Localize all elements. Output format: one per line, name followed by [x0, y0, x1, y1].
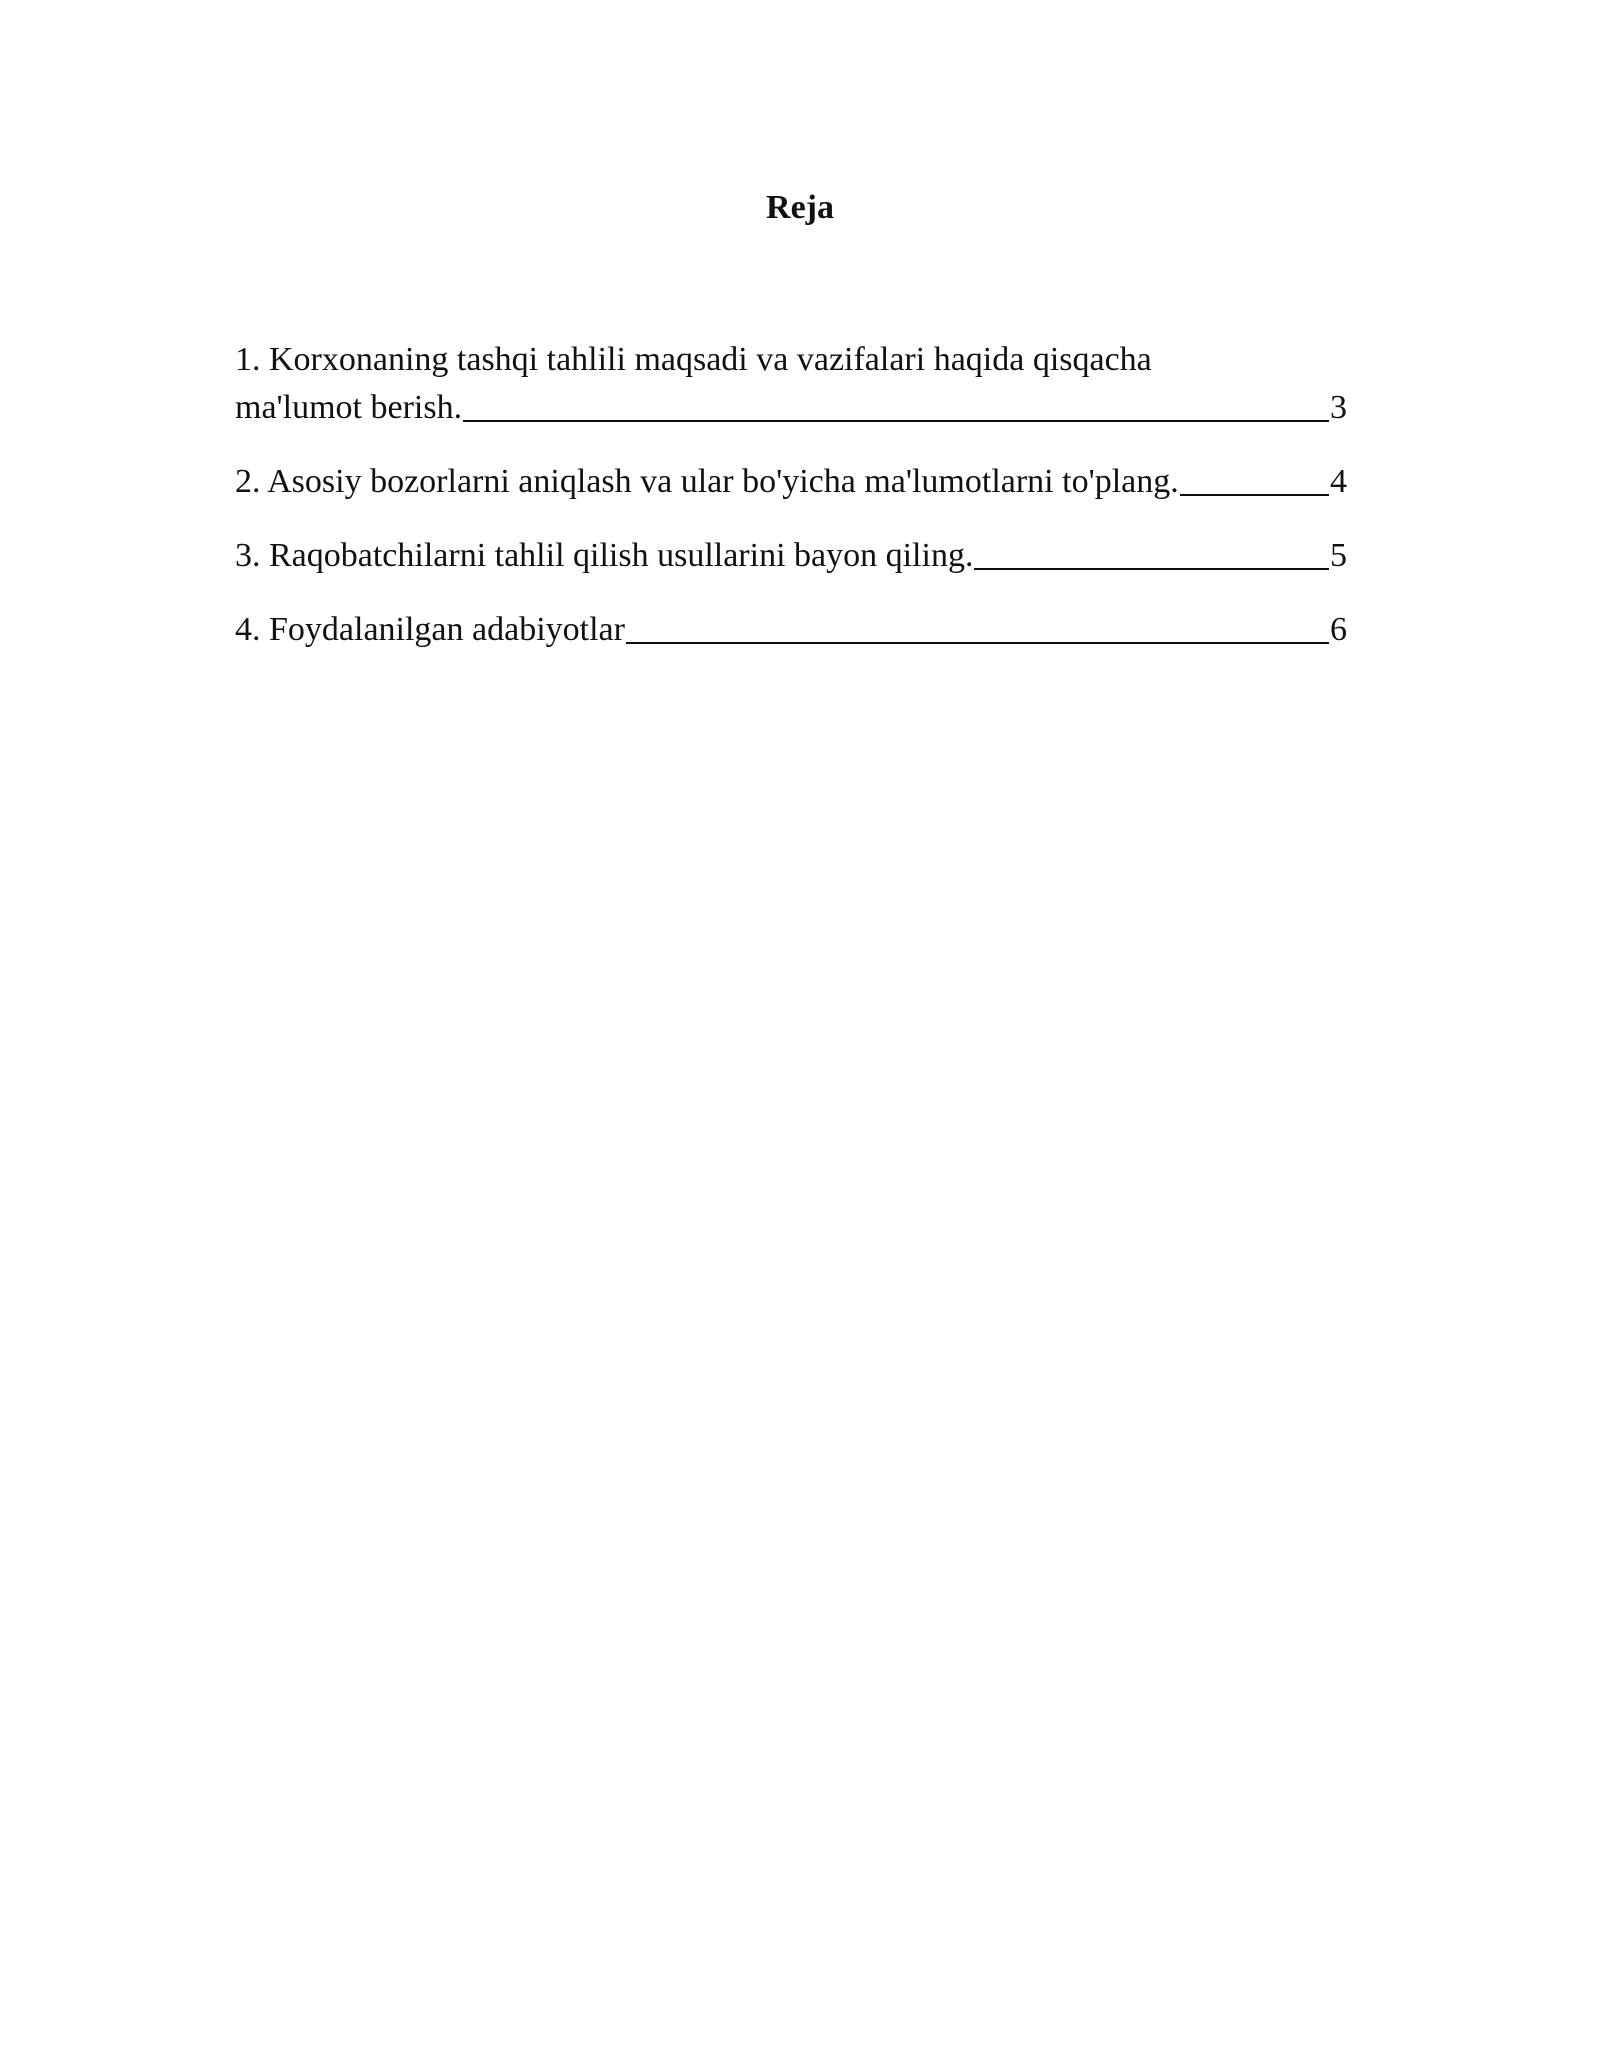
toc-entry-1: [235, 336, 1347, 432]
toc-entry-3-line: [235, 532, 1347, 580]
toc-entry-2-page-number: 4: [1330, 463, 1347, 500]
toc-entry-2: [235, 458, 1347, 506]
toc-entry-2-text: Asosiy bozorlarni aniqlash va ular bo'yicha ma'lumotlarni to'plang.: [267, 463, 1179, 500]
toc-entry-4: [235, 606, 1347, 654]
toc-entry-1-first-line: [235, 336, 1347, 384]
toc-entry-4-page-number: 6: [1330, 611, 1347, 648]
toc-entry-3-label: [235, 532, 973, 580]
toc-entry-3-number: 3.: [235, 537, 261, 574]
table-of-contents: [235, 336, 1347, 680]
toc-entry-1-text-line2: ma'lumot berish.: [235, 389, 463, 426]
toc-entry-4-line: [235, 606, 1347, 654]
toc-entry-4-leader-line: [626, 642, 1329, 644]
toc-entry-3-leader-line: [974, 568, 1329, 570]
toc-entry-3: [235, 532, 1347, 580]
toc-entry-2-line: [235, 458, 1347, 506]
toc-entry-1-text-line1: Korxonaning tashqi tahlili maqsadi va vazifalari haqida qisqacha: [269, 341, 1152, 378]
toc-entry-2-number: 2.: [235, 463, 261, 500]
toc-entry-2-leader-line: [1180, 494, 1329, 496]
toc-entry-3-page-number: 5: [1330, 537, 1347, 574]
toc-entry-4-text: Foydalanilgan adabiyotlar: [269, 611, 625, 648]
toc-entry-1-page-number: 3: [1330, 389, 1347, 426]
page-title: Reja: [766, 189, 834, 226]
toc-entry-1-leader-line: [463, 420, 1329, 422]
toc-entry-1-number: 1.: [235, 341, 261, 378]
toc-entry-4-number: 4.: [235, 611, 261, 648]
toc-entry-3-text: Raqobatchilarni tahlil qilish usullarini bayon qiling.: [269, 537, 974, 574]
toc-entry-2-label: [235, 458, 1179, 506]
toc-entry-4-label: [235, 606, 625, 654]
toc-entry-1-second-line: [235, 384, 1347, 432]
